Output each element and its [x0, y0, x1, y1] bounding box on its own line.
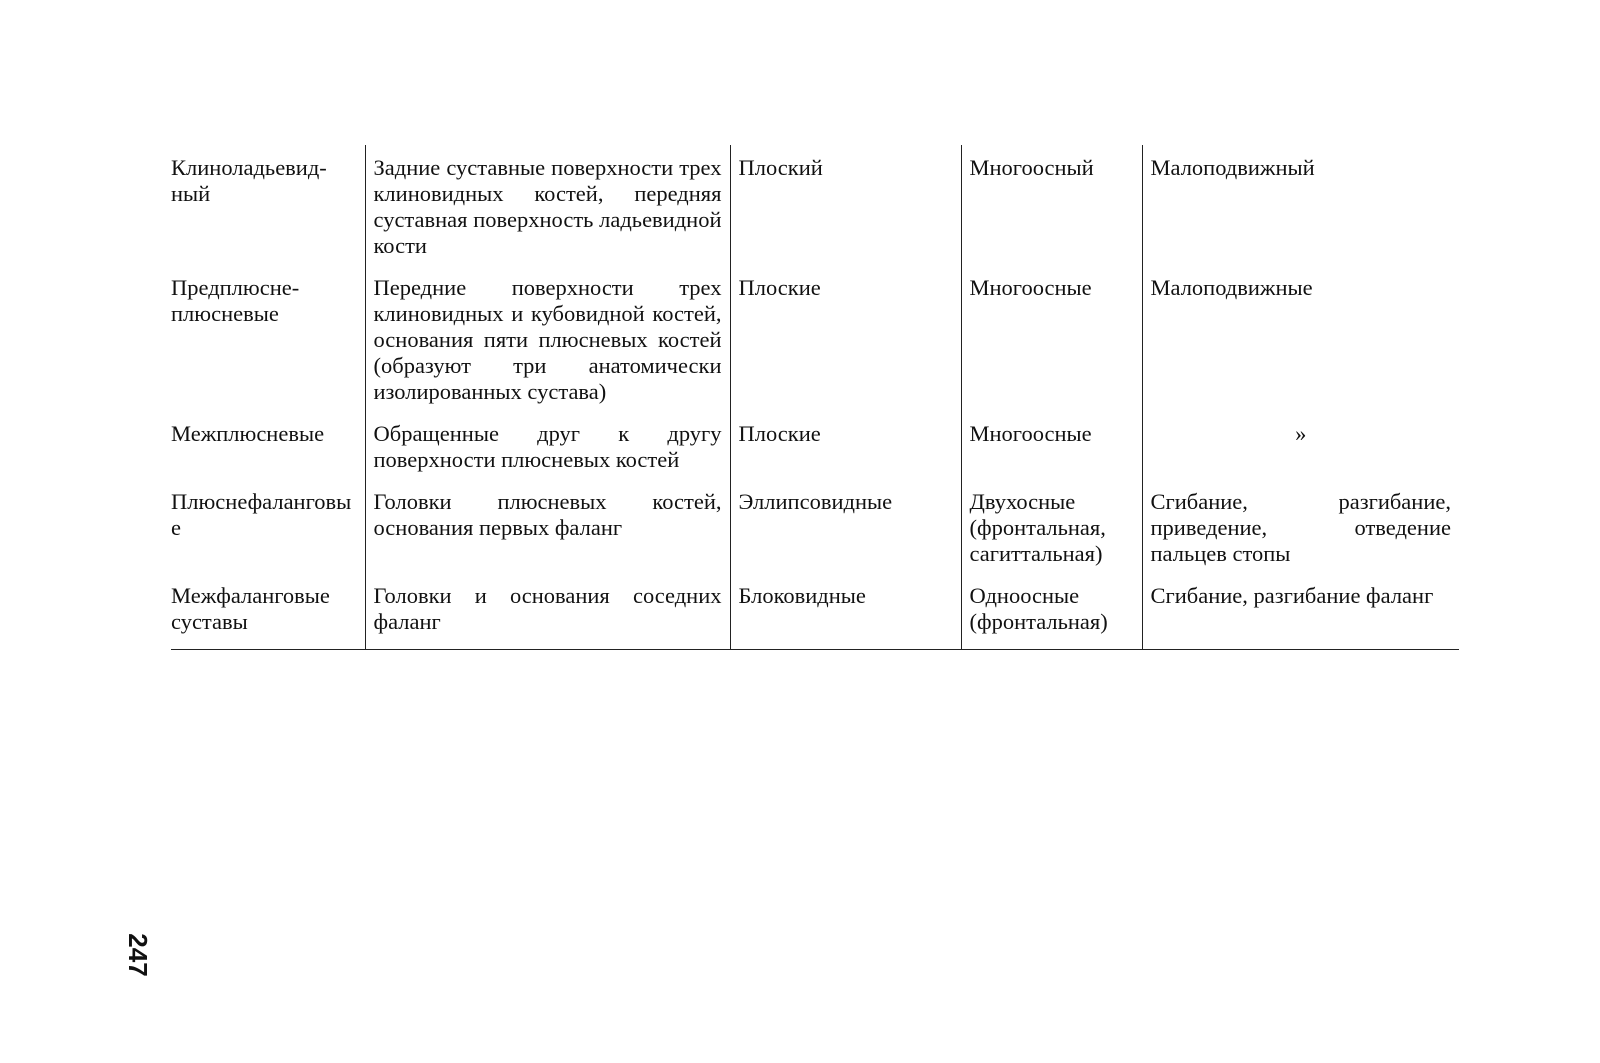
movement-cell-ditto: »: [1142, 413, 1459, 481]
articular-surfaces-cell: Головки плюсневых костей, основания первых фаланг: [365, 481, 730, 575]
articular-surfaces-cell: Головки и основания соседних фаланг: [365, 575, 730, 650]
joint-shape-cell: Плоские: [730, 413, 961, 481]
joint-name-cell: Межплюсневые: [171, 421, 325, 446]
joints-table: [171, 145, 1459, 650]
joint-shape-cell: Блоковидные: [730, 575, 961, 650]
joint-name-cell: Плюснефаланговые: [171, 489, 352, 540]
page-number: 247: [123, 933, 153, 977]
axes-cell: Многоосные: [961, 413, 1142, 481]
axes-cell: Многоосный: [961, 145, 1142, 267]
table-row: [171, 481, 1459, 575]
joint-name-cell: Межфаланговые суставы: [171, 575, 365, 650]
table-row: [171, 575, 1459, 650]
table-row: [171, 145, 1459, 267]
axes-cell: Многоосные: [961, 267, 1142, 413]
movement-cell: Малоподвижный: [1142, 145, 1459, 267]
articular-surfaces-cell: Передние поверхности трех клиновидных и кубовидной костей, основания пяти плюсневых костей (образуют три анатомически изолированных сустава): [365, 267, 730, 413]
table-row: [171, 413, 1459, 481]
joint-name-cell: Клиноладьевид-ный: [171, 155, 327, 206]
joint-shape-cell: Плоский: [730, 145, 961, 267]
movement-cell: Сгибание, разгибание фаланг: [1142, 575, 1459, 650]
joint-name-cell: Предплюсне-плюсневые: [171, 275, 300, 326]
articular-surfaces-cell: Задние суставные поверхности трех клиновидных костей, передняя суставная поверхность ладьевидной кости: [365, 145, 730, 267]
articular-surfaces-cell: Обращенные друг к другу поверхности плюсневых костей: [365, 413, 730, 481]
movement-cell: Малоподвижные: [1142, 267, 1459, 413]
joint-shape-cell: Эллипсовидные: [730, 481, 961, 575]
axes-cell: Двухосные (фронтальная, сагиттальная): [961, 481, 1142, 575]
joint-shape-cell: Плоские: [730, 267, 961, 413]
axes-cell: Одноосные (фронтальная): [961, 575, 1142, 650]
table-row: [171, 267, 1459, 413]
movement-cell: Сгибание, разгибание, приведение, отведение пальцев стопы: [1142, 481, 1459, 575]
